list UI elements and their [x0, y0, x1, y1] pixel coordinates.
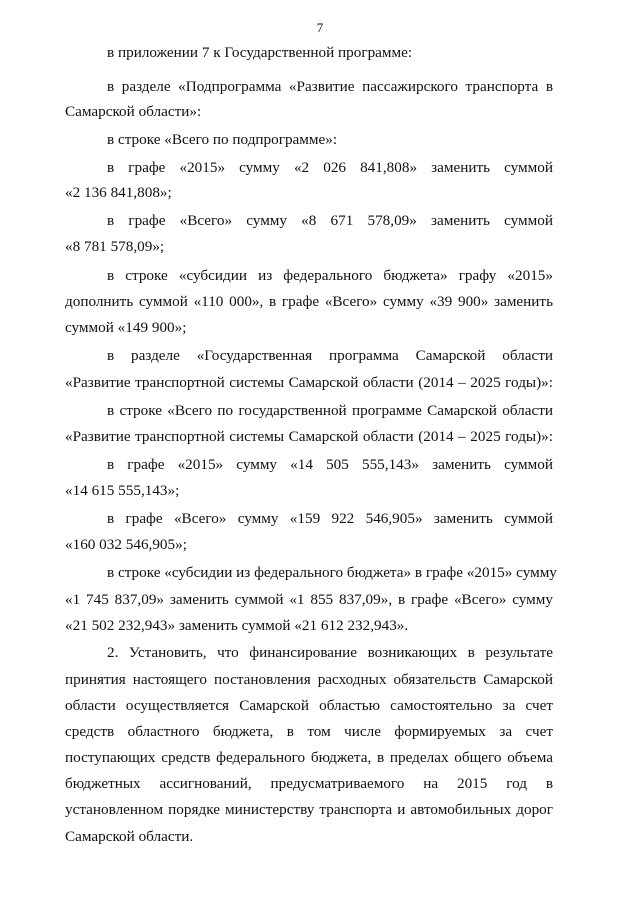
- text-line: в графе «2015» сумму «14 505 555,143» заменить суммой: [107, 456, 553, 473]
- text-line: дополнить суммой «110 000», в графе «Всего» сумму «39 900» заменить: [65, 293, 553, 310]
- text-line: в приложении 7 к Государственной программе:: [107, 44, 413, 61]
- text-line: в графе «Всего» сумму «159 922 546,905» заменить суммой: [107, 510, 553, 527]
- text-line: в строке «Всего по подпрограмме»:: [107, 131, 338, 148]
- text-line: Самарской области.: [65, 828, 194, 845]
- text-line: принятия настоящего постановления расходных обязательств Самарской: [65, 671, 553, 688]
- text-line: средств областного бюджета, в том числе формируемых за счет: [65, 723, 553, 740]
- text-line: Самарской области»:: [65, 103, 202, 120]
- text-line: «Развитие транспортной системы Самарской области (2014 – 2025 годы)»:: [65, 428, 553, 445]
- text-line: бюджетных ассигнований, предусматриваемого на 2015 год в: [65, 775, 553, 792]
- text-line: «14 615 555,143»;: [65, 482, 180, 499]
- text-line: «21 502 232,943» заменить суммой «21 612 232,943».: [65, 617, 409, 634]
- text-line: «8 781 578,09»;: [65, 238, 165, 255]
- text-line: «Развитие транспортной системы Самарской области (2014 – 2025 годы)»:: [65, 374, 553, 391]
- text-line: в разделе «Подпрограмма «Развитие пассажирского транспорта в: [107, 78, 553, 95]
- text-line: «160 032 546,905»;: [65, 536, 187, 553]
- text-line: 2. Установить, что финансирование возникающих в результате: [107, 644, 553, 661]
- text-line: в графе «Всего» сумму «8 671 578,09» заменить суммой: [107, 212, 553, 229]
- text-line: «1 745 837,09» заменить суммой «1 855 837,09», в графе «Всего» сумму: [65, 591, 553, 608]
- text-line: в строке «субсидии из федерального бюджета» в графе «2015» сумму: [107, 564, 557, 581]
- text-line: суммой «149 900»;: [65, 319, 187, 336]
- text-line: «2 136 841,808»;: [65, 184, 172, 201]
- text-line: в графе «2015» сумму «2 026 841,808» заменить суммой: [107, 159, 553, 176]
- text-line: в строке «субсидии из федерального бюджета» графу «2015»: [107, 267, 553, 284]
- text-line: поступающих средств федерального бюджета, в пределах общего объема: [65, 749, 553, 766]
- text-line: в разделе «Государственная программа Самарской области: [107, 347, 553, 364]
- text-line: в строке «Всего по государственной программе Самарской области: [107, 402, 553, 419]
- text-line: области осуществляется Самарской областью самостоятельно за счет: [65, 697, 553, 714]
- page-number: 7: [316, 20, 324, 35]
- text-line: установленном порядке министерству транспорта и автомобильных дорог: [65, 801, 553, 818]
